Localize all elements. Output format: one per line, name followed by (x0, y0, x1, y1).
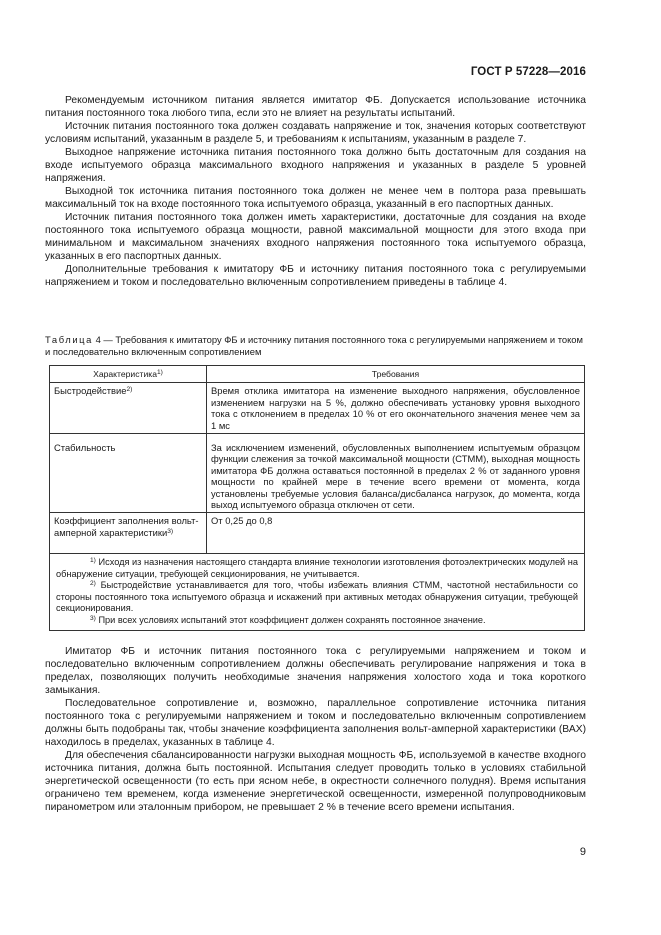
table-header-row (50, 366, 585, 383)
paragraph: Выходное напряжение источника питания постоянного тока должно быть достаточным для создания на входе испытуемого образца максимального входного напряжения и указанных в разделе 5 уровней напряжения. (45, 147, 586, 184)
requirements-table (49, 365, 585, 631)
row-characteristic: Быстродействие$^{2)}$ (50, 383, 207, 434)
footnote: $^{3)}$ При всех условиях испытаний этот коэффициент должен сохранять постоянное значение. (90, 614, 486, 625)
document-header: ГОСТ Р 57228—2016 (470, 66, 586, 78)
row-requirement: За исключением изменений, обусловленных выполнением испытуемым образцом функции слежения за точкой максимальной мощности (СТММ), выходная мощность имитатора ФБ должна оставаться постоянной в пределах 2 % от заданного уровня мощности по крайней мере в течение всего времени от момента, когда установлены требуемые условия баланса/дисбаланса нагрузок, до момента, когда выход испытуемого образца отключен от сети. (207, 434, 585, 513)
header-requirements: Требования (207, 366, 585, 383)
page-number: 9 (579, 846, 586, 858)
row-characteristic: Стабильность (50, 434, 207, 513)
paragraph: Для обеспечения сбалансированности нагрузки выходная мощность ФБ, используемой в качестве входного источника питания, должна быть постоянной. Испытания следует проводить только в условиях стабильной энергетической освещенности (то есть при ясном небе, в окрестности солнечного полудня). Время испытания ограничено тем временем, когда изменение энергетической освещенности, измеренной полупроводниковым пиранометром или эталонным прибором, не превышает 2 % в течение всего времени испытания. (45, 750, 586, 813)
paragraph: Выходной ток источника питания постоянного тока должен не менее чем в полтора раза превышать максимальный ток на входе постоянного тока испытуемого образца, указанный в его паспортных данных. (45, 186, 586, 210)
footnote: $^{1)}$ Исходя из назначения настоящего стандарта влияние технологии изготовления фотоэлектрических модулей на обнаружение ситуации, требующей секционирования, не учитывается. (56, 557, 578, 579)
paragraph: Источник питания постоянного тока должен иметь характеристики, достаточные для создания на входе постоянного тока испытуемого образца мощности, равной максимальной мощности для этого входа при минимальном и максимальном значениях входного напряжения постоянного тока испытуемого образца, указанных в его паспортных данных. (45, 212, 586, 262)
paragraph: Источник питания постоянного тока должен создавать напряжение и ток, значения которых соответствуют условиям испытаний, указанным в разделе 5, и требованиям к испытаниям, указанным в разделе 7. (45, 121, 586, 145)
table-caption-label: Таблица (45, 334, 93, 345)
row-requirement: Время отклика имитатора на изменение выходного напряжения, обусловленное изменением нагрузки на 5 %, должно обеспечивать установку уровня выходного тока с отклонением в пределах 10 % от его окончательного значения менее чем за 1 мс (207, 383, 585, 434)
paragraph: Последовательное сопротивление и, возможно, параллельное сопротивление источника питания постоянного тока с регулируемыми напряжением и током и последовательно включенным сопротивлением должны быть подобраны так, чтобы значение коэффициента заполнения вольт-амперной характеристики (ВАХ) находилось в пределах, указанных в таблице 4. (45, 698, 586, 748)
header-characteristic: Характеристика$^{1)}$ (50, 366, 207, 383)
row-characteristic: Коэффициент заполнения вольт-амперной характеристики$^{3)}$ (50, 513, 207, 554)
table-footnotes-row (50, 554, 585, 630)
body-text-top (45, 94, 586, 289)
paragraph: Имитатор ФБ и источник питания постоянного тока с регулируемыми напряжением и током и последовательно включенным сопротивлением должны обеспечивать регулирование напряжения и тока в пределах, позволяющих получить необходимые значения напряжения холостого хода и тока короткого замыкания. (45, 646, 586, 696)
table-row (50, 434, 585, 513)
footnote: $^{2)}$ Быстродействие устанавливается для того, чтобы избежать влияния СТММ, частотной нестабильности со стороны постоянного тока испытуемого образца и искажений при активных методах обнаружения ситуации, требующей секционирования. (56, 580, 578, 614)
table-row (50, 513, 585, 554)
table-caption (45, 334, 586, 358)
paragraph: Рекомендуемым источником питания является имитатор ФБ. Допускается использование источника питания постоянного тока любого типа, если это не влияет на результаты испытаний. (45, 95, 586, 119)
body-text-bottom (45, 645, 586, 814)
table-caption-text: 4 — Требования к имитатору ФБ и источнику питания постоянного тока с регулируемыми напряжением и током и последовательно включенным сопротивлением (45, 334, 583, 357)
table-row (50, 383, 585, 434)
row-requirement: От 0,25 до 0,8 (207, 513, 585, 554)
paragraph: Дополнительные требования к имитатору ФБ и источнику питания постоянного тока с регулируемыми напряжением и током и последовательно включенным сопротивлением приведены в таблице 4. (45, 264, 586, 288)
table-footnotes (50, 554, 585, 630)
